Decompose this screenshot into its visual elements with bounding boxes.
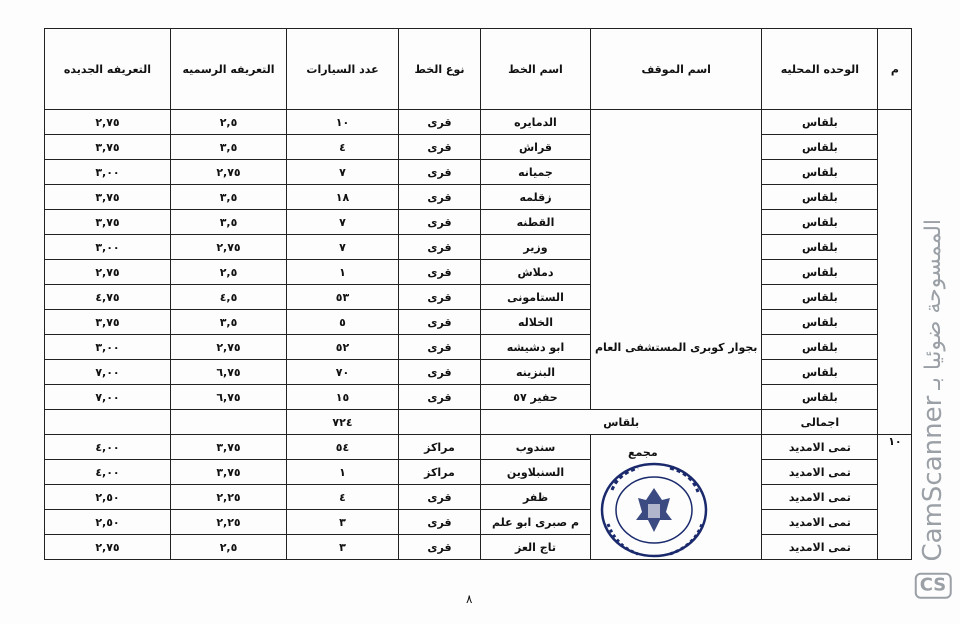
official-fare-cell: ٣,٥ — [171, 210, 287, 235]
cars-cell: ٥ — [287, 310, 399, 335]
official-fare-cell: ٢,٢٥ — [171, 485, 287, 510]
row-number-blank — [878, 110, 912, 435]
line-name-cell: م صبرى ابو علم — [481, 510, 591, 535]
line-name-cell: جميانه — [481, 160, 591, 185]
location-cell — [591, 110, 762, 410]
total-new-blank — [45, 410, 171, 435]
cars-cell: ١ — [287, 460, 399, 485]
new-fare-cell: ٢,٥٠ — [45, 510, 171, 535]
table-row — [45, 510, 912, 535]
cars-cell: ٧٠ — [287, 360, 399, 385]
new-fare-cell: ٤,٠٠ — [45, 460, 171, 485]
line-type-cell: قرى — [399, 485, 481, 510]
line-name-cell: البنزينه — [481, 360, 591, 385]
line-type-cell: قرى — [399, 210, 481, 235]
cars-cell: ٤ — [287, 135, 399, 160]
line-type-cell: قرى — [399, 185, 481, 210]
cars-cell: ٥٣ — [287, 285, 399, 310]
table-row — [45, 460, 912, 485]
header-official-fare: التعريفه الرسميه — [171, 29, 287, 110]
total-cars: ٧٢٤ — [287, 410, 399, 435]
table-row — [45, 210, 912, 235]
line-name-cell: الستامونى — [481, 285, 591, 310]
official-fare-cell: ٣,٥ — [171, 310, 287, 335]
new-fare-cell: ٢,٧٥ — [45, 535, 171, 560]
unit-cell: بلقاس — [762, 260, 878, 285]
line-type-cell: قرى — [399, 535, 481, 560]
unit-cell: تمى الامديد — [762, 535, 878, 560]
header-new-fare: التعريفه الجديده — [45, 29, 171, 110]
page-number: ٨ — [466, 592, 473, 606]
table-row — [45, 235, 912, 260]
total-official-blank — [171, 410, 287, 435]
new-fare-cell: ٣,٠٠ — [45, 160, 171, 185]
new-fare-cell: ٣,٧٥ — [45, 310, 171, 335]
camscanner-watermark — [918, 219, 948, 604]
unit-cell: بلقاس — [762, 360, 878, 385]
cars-cell: ٧ — [287, 235, 399, 260]
header-cars: عدد السيارات — [287, 29, 399, 110]
watermark-app-name: CamScanner — [918, 395, 948, 562]
cars-cell: ١٨ — [287, 185, 399, 210]
new-fare-cell: ٣,٠٠ — [45, 335, 171, 360]
cars-cell: ٥٤ — [287, 435, 399, 460]
total-label: اجمالى — [762, 410, 878, 435]
table-row — [45, 385, 912, 410]
table-row — [45, 160, 912, 185]
line-type-cell: قرى — [399, 360, 481, 385]
table-row — [45, 285, 912, 310]
new-fare-cell: ٤,٧٥ — [45, 285, 171, 310]
official-fare-cell: ٦,٧٥ — [171, 360, 287, 385]
total-unit: بلقاس — [481, 410, 762, 435]
watermark-arabic-text: الممسوحة ضوئيا بـ — [920, 218, 946, 390]
line-type-cell: قرى — [399, 285, 481, 310]
unit-cell: تمى الامديد — [762, 510, 878, 535]
unit-cell: بلقاس — [762, 335, 878, 360]
header-location: اسم الموقف — [591, 29, 762, 110]
table-row — [45, 535, 912, 560]
line-type-cell: قرى — [399, 385, 481, 410]
line-name-cell: دملاش — [481, 260, 591, 285]
official-fare-cell: ٢,٧٥ — [171, 235, 287, 260]
new-fare-cell: ٧,٠٠ — [45, 360, 171, 385]
new-fare-cell: ٧,٠٠ — [45, 385, 171, 410]
line-type-cell: مراكز — [399, 435, 481, 460]
unit-cell: تمى الامديد — [762, 435, 878, 460]
line-name-cell: تاج العز — [481, 535, 591, 560]
new-fare-cell: ٢,٧٥ — [45, 110, 171, 135]
header-line-name: اسم الخط — [481, 29, 591, 110]
new-fare-cell: ٢,٥٠ — [45, 485, 171, 510]
line-name-cell: القطنه — [481, 210, 591, 235]
total-type-blank — [399, 410, 481, 435]
line-type-cell: قرى — [399, 260, 481, 285]
header-row — [45, 29, 912, 110]
line-type-cell: قرى — [399, 310, 481, 335]
line-type-cell: قرى — [399, 335, 481, 360]
table-row — [45, 360, 912, 385]
official-fare-cell: ٢,٧٥ — [171, 335, 287, 360]
line-name-cell: سندوب — [481, 435, 591, 460]
table-row — [45, 435, 912, 460]
official-fare-cell: ٢,٥ — [171, 110, 287, 135]
unit-cell: بلقاس — [762, 235, 878, 260]
unit-cell: بلقاس — [762, 210, 878, 235]
cars-cell: ٧ — [287, 210, 399, 235]
line-type-cell: قرى — [399, 110, 481, 135]
line-name-cell: السنبلاوين — [481, 460, 591, 485]
cars-cell: ١٥ — [287, 385, 399, 410]
cars-cell: ٧ — [287, 160, 399, 185]
cars-cell: ٤ — [287, 485, 399, 510]
location-cell-2 — [591, 435, 762, 560]
line-name-cell: ابو دشيشه — [481, 335, 591, 360]
official-fare-cell: ٢,٥ — [171, 535, 287, 560]
header-line-type: نوع الخط — [399, 29, 481, 110]
official-fare-cell: ٣,٧٥ — [171, 435, 287, 460]
cars-cell: ١٠ — [287, 110, 399, 135]
unit-cell: بلقاس — [762, 385, 878, 410]
new-fare-cell: ٤,٠٠ — [45, 435, 171, 460]
line-name-cell: حفير ٥٧ — [481, 385, 591, 410]
line-name-cell: قراش — [481, 135, 591, 160]
line-type-cell: قرى — [399, 135, 481, 160]
row-number: ١٠ — [878, 435, 912, 560]
location-label-2: مجمع — [628, 446, 658, 459]
line-name-cell: زقلمه — [481, 185, 591, 210]
cars-cell: ١ — [287, 260, 399, 285]
header-m: م — [878, 29, 912, 110]
line-name-cell: الدمايره — [481, 110, 591, 135]
new-fare-cell: ٣,٧٥ — [45, 135, 171, 160]
official-fare-cell: ٣,٥ — [171, 185, 287, 210]
official-fare-cell: ٢,٧٥ — [171, 160, 287, 185]
cars-cell: ٣ — [287, 535, 399, 560]
unit-cell: بلقاس — [762, 285, 878, 310]
camscanner-logo-icon: CS — [915, 573, 952, 599]
official-fare-cell: ٦,٧٥ — [171, 385, 287, 410]
unit-cell: بلقاس — [762, 310, 878, 335]
line-type-cell: قرى — [399, 160, 481, 185]
header-unit: الوحده المحليه — [762, 29, 878, 110]
unit-cell: بلقاس — [762, 110, 878, 135]
table-row — [45, 110, 912, 135]
line-name-cell: وزير — [481, 235, 591, 260]
unit-cell: تمى الامديد — [762, 460, 878, 485]
line-type-cell: مراكز — [399, 460, 481, 485]
table-row — [45, 260, 912, 285]
table-row — [45, 485, 912, 510]
fares-table — [44, 28, 912, 560]
line-name-cell: ظفر — [481, 485, 591, 510]
unit-cell: بلقاس — [762, 185, 878, 210]
official-fare-cell: ٣,٥ — [171, 135, 287, 160]
new-fare-cell: ٢,٧٥ — [45, 260, 171, 285]
location-label: بجوار كوبرى المستشفى العام — [595, 341, 758, 354]
unit-cell: بلقاس — [762, 160, 878, 185]
official-fare-cell: ٢,٥ — [171, 260, 287, 285]
official-fare-cell: ٣,٧٥ — [171, 460, 287, 485]
new-fare-cell: ٣,٠٠ — [45, 235, 171, 260]
table-row — [45, 335, 912, 360]
official-fare-cell: ٤,٥ — [171, 285, 287, 310]
new-fare-cell: ٣,٧٥ — [45, 185, 171, 210]
line-name-cell: الخلاله — [481, 310, 591, 335]
cars-cell: ٣ — [287, 510, 399, 535]
line-type-cell: قرى — [399, 235, 481, 260]
official-fare-cell: ٢,٢٥ — [171, 510, 287, 535]
table-row — [45, 135, 912, 160]
unit-cell: بلقاس — [762, 135, 878, 160]
cars-cell: ٥٢ — [287, 335, 399, 360]
total-row — [45, 410, 912, 435]
table-row — [45, 310, 912, 335]
new-fare-cell: ٣,٧٥ — [45, 210, 171, 235]
unit-cell: تمى الامديد — [762, 485, 878, 510]
line-type-cell: قرى — [399, 510, 481, 535]
table-row — [45, 185, 912, 210]
